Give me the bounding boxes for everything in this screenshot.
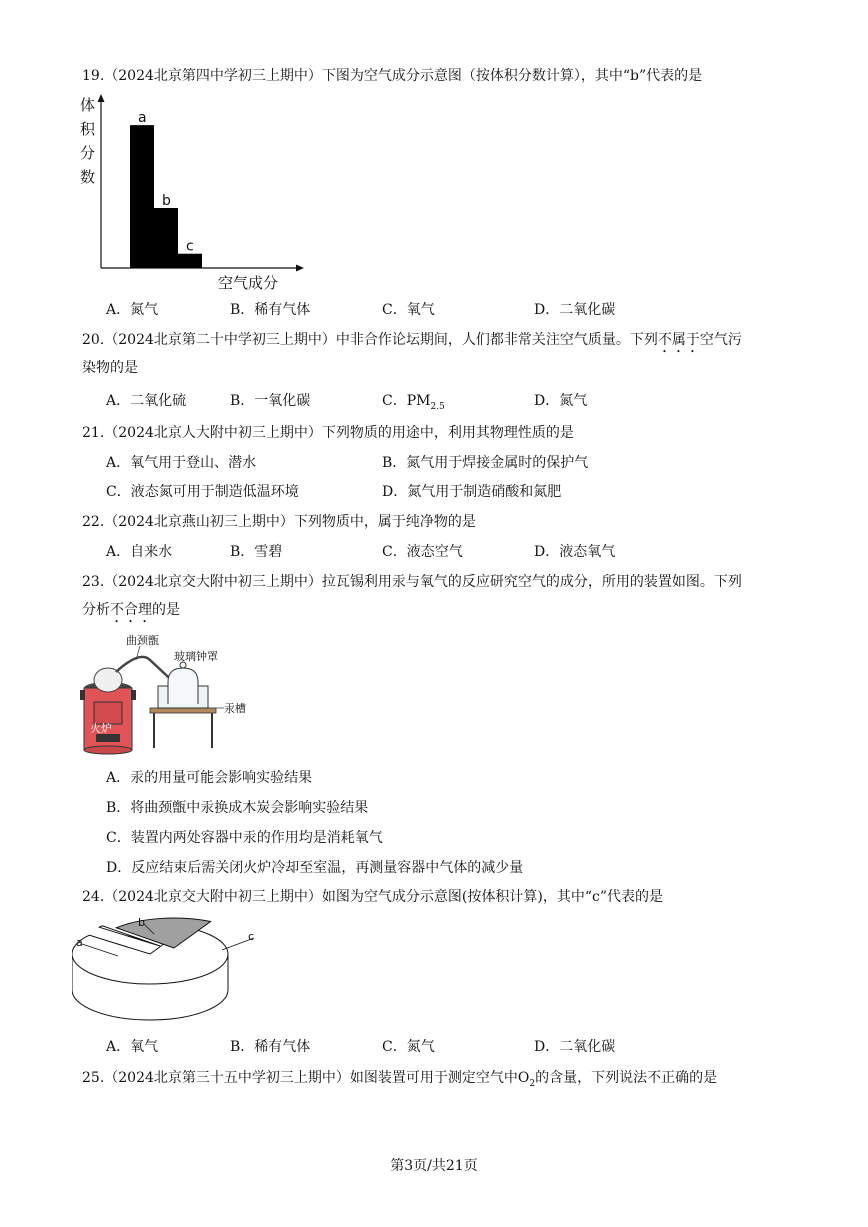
q20-stem-emphasis: 不属于 bbox=[657, 332, 700, 348]
q23-option-d[interactable]: D．反应结束后需关闭火炉冷却至室温，再测量容器中气体的减少量 bbox=[106, 860, 524, 876]
q23-label-trough: 汞槽 bbox=[224, 702, 246, 715]
q24-label-c: c bbox=[248, 930, 255, 943]
q19-bar-label-a: a bbox=[138, 110, 147, 127]
q19-stem: 19.（2024北京第四中学初三上期中）下图为空气成分示意图（按体积分数计算），其中“b”代表的是 bbox=[82, 68, 703, 84]
q22-stem: 22.（2024北京燕山初三上期中）下列物质中，属于纯净物的是 bbox=[82, 514, 476, 530]
q23-stem: 23.（2024北京交大附中初三上期中）拉瓦锡利用汞与氧气的反应研究空气的成分，所用的装置如图。下列 bbox=[82, 574, 742, 590]
q20-option-d[interactable]: D．氮气 bbox=[534, 393, 588, 409]
q19-x-arrow bbox=[296, 265, 304, 272]
q20-stem-part2: 空气污 bbox=[699, 332, 742, 348]
table-icon bbox=[150, 708, 216, 748]
q24-option-c[interactable]: C．氮气 bbox=[382, 1039, 435, 1055]
q21-option-c[interactable]: C．液态氮可用于制造低温环境 bbox=[106, 484, 299, 500]
q25-formula bbox=[517, 1070, 536, 1089]
q24-option-b[interactable]: B．稀有气体 bbox=[230, 1039, 311, 1055]
q22-option-d[interactable]: D．液态氧气 bbox=[534, 544, 616, 560]
q23-stem-line2 bbox=[82, 600, 180, 626]
q24-option-a[interactable]: A．氧气 bbox=[106, 1039, 159, 1055]
q23-label-retort: 曲颈甑 bbox=[126, 634, 159, 647]
q19-bar-label-c: c bbox=[186, 238, 194, 255]
q20-option-b[interactable]: B．一氧化碳 bbox=[230, 393, 311, 409]
q25-stem bbox=[82, 1068, 717, 1094]
q19-y-arrow bbox=[98, 94, 105, 102]
q24-stem: 24.（2024北京交大附中初三上期中）如图为空气成分示意图(按体积计算)，其中“c”代表的是 bbox=[82, 889, 663, 905]
q20-option-c[interactable] bbox=[382, 391, 445, 417]
q19-xlabel: 空气成分 bbox=[218, 274, 279, 292]
bell-jar-icon bbox=[168, 662, 198, 704]
q24-label-b: b bbox=[138, 916, 145, 929]
q19-bar-chart bbox=[78, 94, 308, 294]
q19-bar-c bbox=[178, 254, 202, 268]
q24-pie-chart bbox=[72, 912, 272, 1034]
q22-option-c[interactable]: C．液态空气 bbox=[382, 544, 463, 560]
q22-option-a[interactable]: A．自来水 bbox=[106, 544, 173, 560]
q23-option-c[interactable]: C．装置内两处容器中汞的作用均是消耗氧气 bbox=[106, 830, 383, 846]
q23-option-a[interactable]: A．汞的用量可能会影响实验结果 bbox=[106, 770, 313, 786]
q23-lavoisier-apparatus bbox=[80, 630, 270, 756]
q25-formula-subscript: 2 bbox=[529, 1079, 536, 1089]
q19-option-d[interactable]: D．二氧化碳 bbox=[534, 302, 616, 318]
q21-option-d[interactable]: D．氮气用于制造硝酸和氮肥 bbox=[382, 484, 562, 500]
q23-stem-line2-part2: 的是 bbox=[152, 602, 180, 618]
q19-option-b[interactable]: B．稀有气体 bbox=[230, 302, 311, 318]
q20-pm-subscript: 2.5 bbox=[430, 402, 445, 412]
q19-option-a[interactable]: A．氮气 bbox=[106, 302, 159, 318]
q23-option-b[interactable]: B．将曲颈甑中汞换成木炭会影响实验结果 bbox=[106, 800, 369, 816]
q21-option-b[interactable]: B．氮气用于焊接金属时的保护气 bbox=[382, 455, 589, 471]
q20-option-c-text: C．PM bbox=[382, 393, 431, 409]
q25-formula-symbol: O bbox=[517, 1070, 530, 1086]
q25-stem-part2: 的含量，下列说法不正确的是 bbox=[535, 1070, 718, 1086]
q19-option-c[interactable]: C．氧气 bbox=[382, 302, 435, 318]
q24-label-a: a bbox=[76, 936, 83, 949]
q20-stem-line2: 染物的是 bbox=[82, 360, 138, 376]
q20-stem-part1: 20.（2024北京第二十中学初三上期中）中非合作论坛期间，人们都非常关注空气质量。下列 bbox=[82, 332, 658, 348]
q23-stem-line2-part1: 分析 bbox=[82, 602, 110, 618]
q22-option-b[interactable]: B．雪碧 bbox=[230, 544, 283, 560]
svg-text:体积分数: 体积分数 bbox=[80, 96, 96, 186]
q20-option-a[interactable]: A．二氧化硫 bbox=[106, 393, 187, 409]
page-number: 第3页/共21页 bbox=[390, 1158, 478, 1174]
q23-label-bell: 玻璃钟罩 bbox=[174, 650, 218, 663]
q23-stem-emphasis: 不合理 bbox=[110, 602, 152, 618]
q19-bar-label-b: b bbox=[162, 193, 171, 209]
q19-bar-b bbox=[154, 208, 178, 268]
q20-stem bbox=[82, 330, 742, 356]
q19-bar-a bbox=[130, 125, 154, 268]
q21-stem: 21.（2024北京人大附中初三上期中）下列物质的用途中，利用其物理性质的是 bbox=[82, 425, 574, 441]
q19-ylabel bbox=[80, 96, 96, 186]
q25-stem-part1: 25.（2024北京第三十五中学初三上期中）如图装置可用于测定空气中 bbox=[82, 1070, 518, 1086]
furnace-icon bbox=[80, 682, 136, 754]
q24-option-d[interactable]: D．二氧化碳 bbox=[534, 1039, 616, 1055]
q23-label-furnace: 火炉 bbox=[90, 722, 112, 735]
q21-option-a[interactable]: A．氧气用于登山、潜水 bbox=[106, 455, 257, 471]
